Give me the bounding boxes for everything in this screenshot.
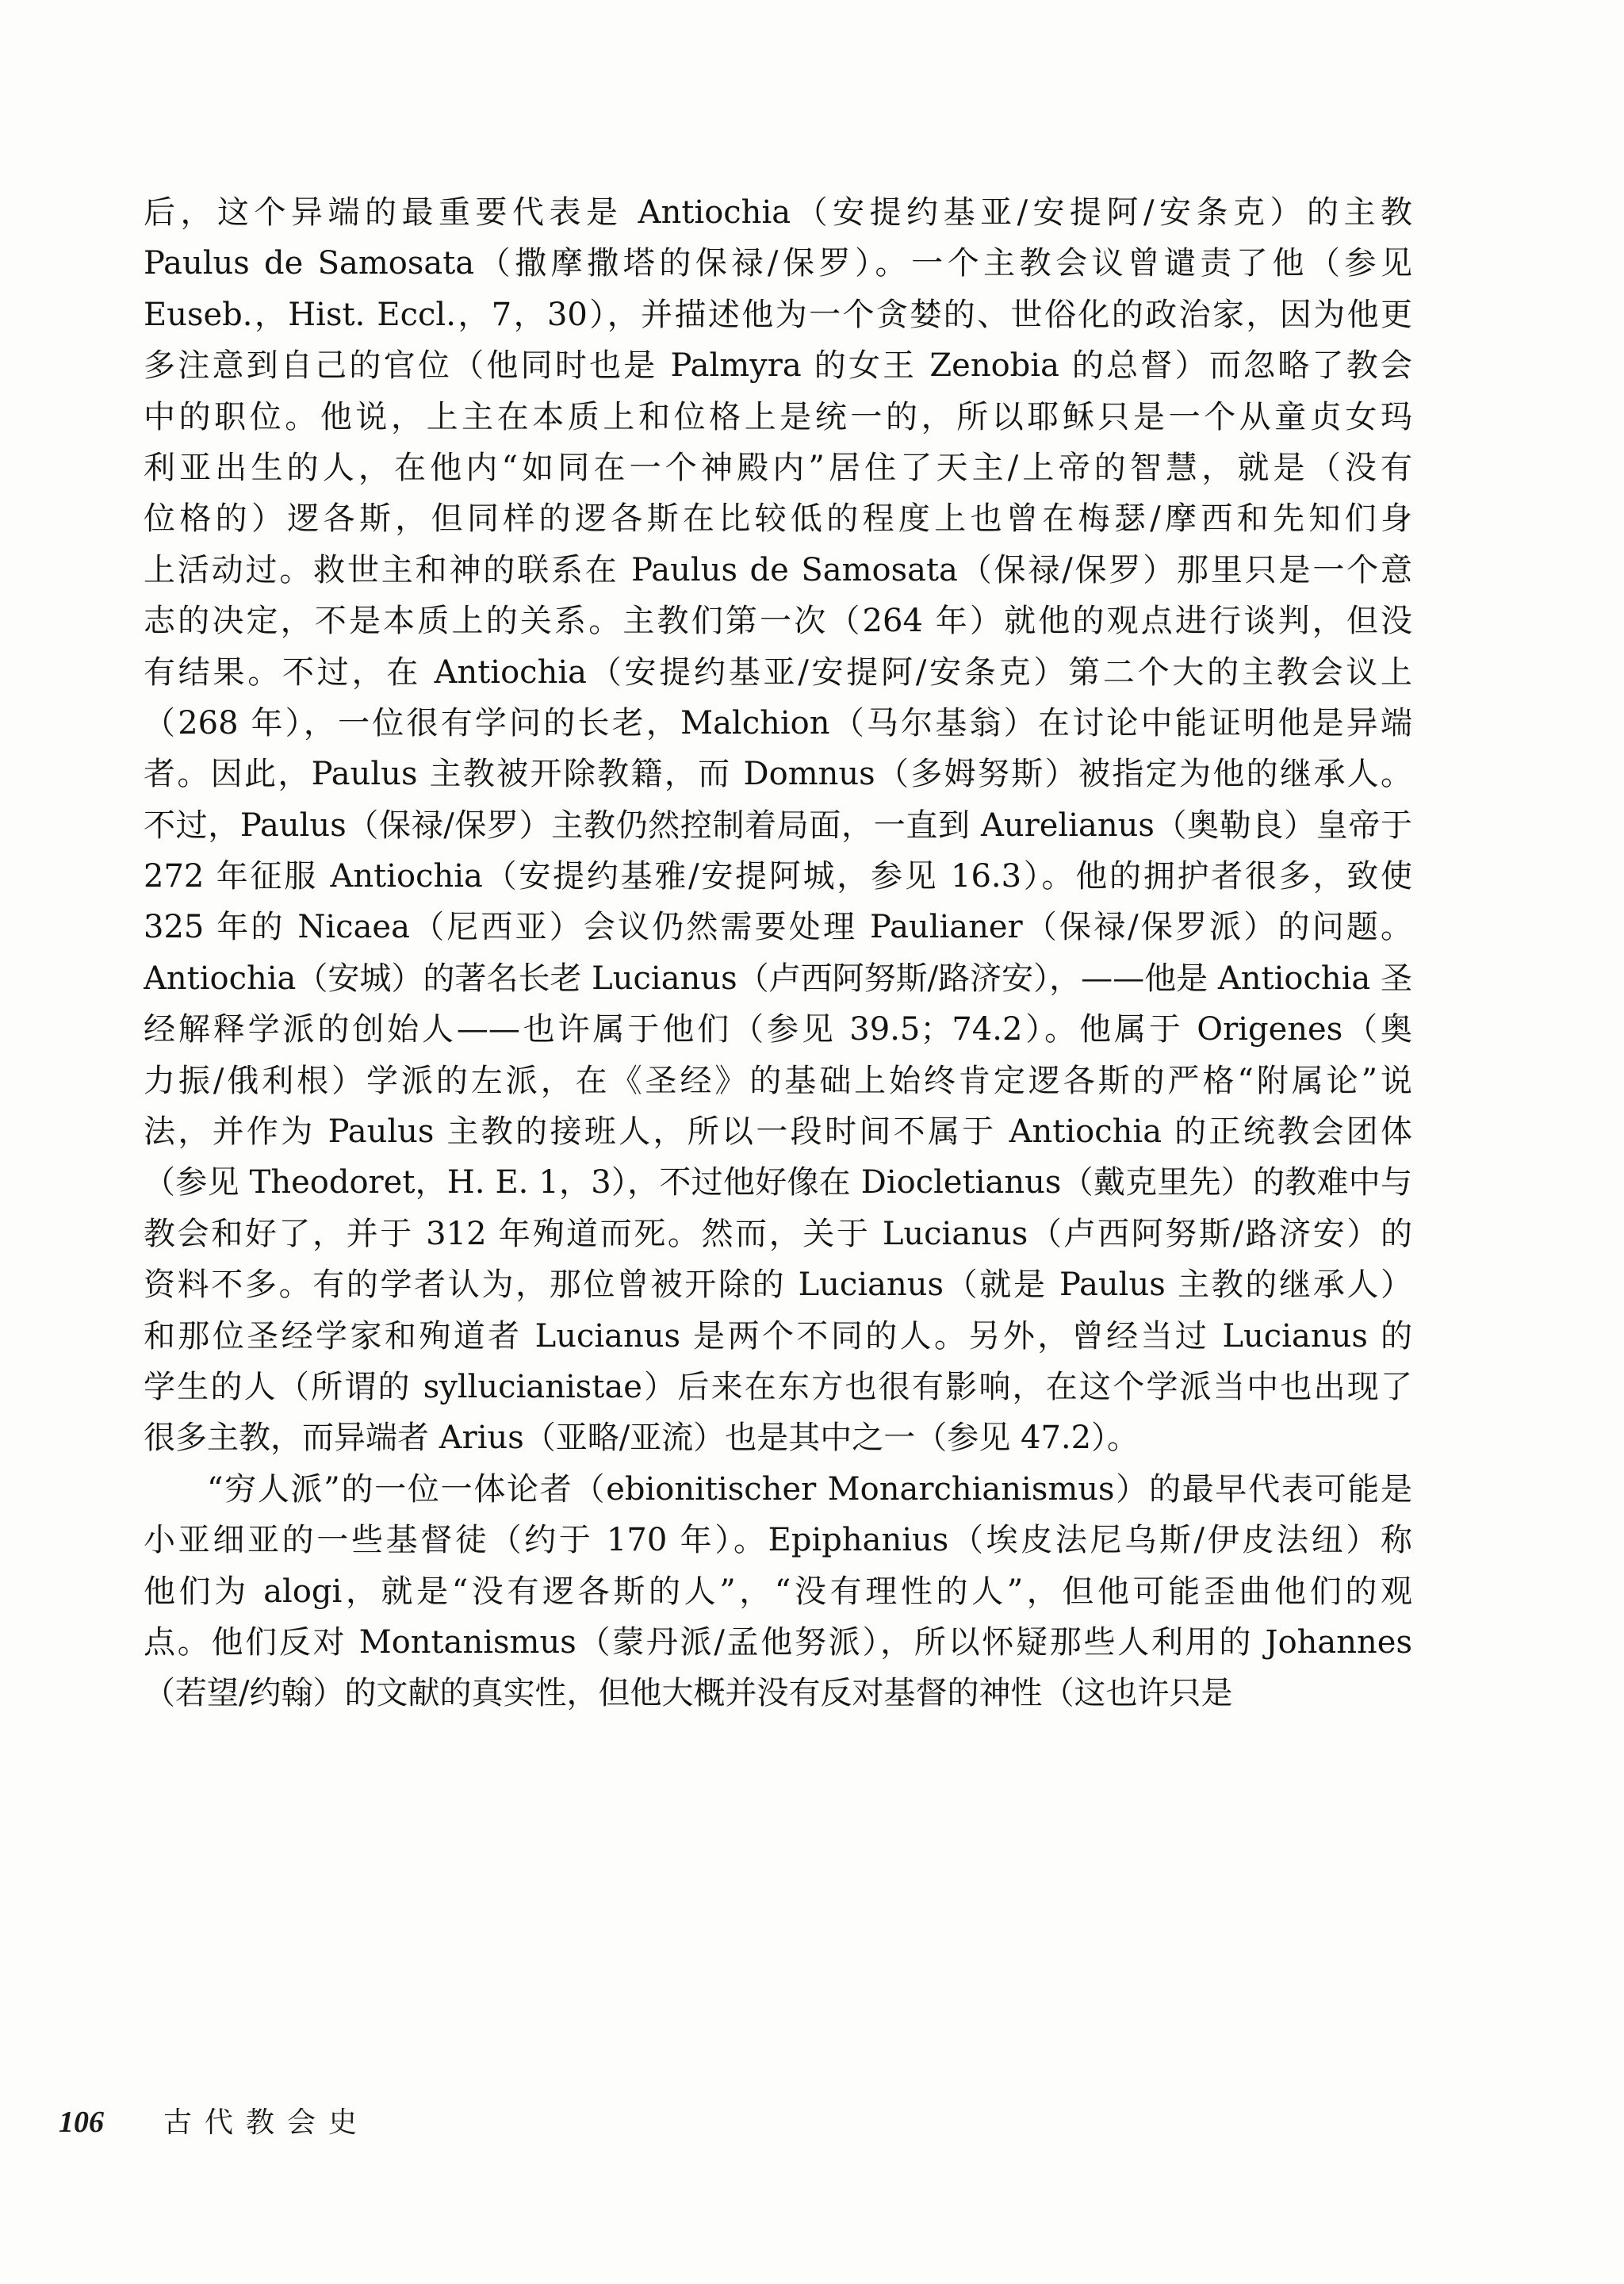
text-line: 点。他们反对 Montanismus（蒙丹派/孟他努派），所以怀疑那些人利用的 Johannes <box>144 1623 1412 1661</box>
body-text <box>144 187 1412 1719</box>
paragraph <box>144 187 1412 1464</box>
text-line: 他们为 alogi，就是“没有逻各斯的人”，“没有理性的人”，但他可能歪曲他们的观 <box>144 1573 1412 1610</box>
text-line: 272 年征服 Antiochia（安提约基雅/安提阿城，参见 16.3）。他的拥护者很多，致使 <box>144 858 1412 895</box>
text-line: 多注意到自己的官位（他同时也是 Palmyra 的女王 Zenobia 的总督）而忽略了教会 <box>144 347 1412 385</box>
page-footer <box>59 2098 370 2146</box>
text-line: 者。因此，Paulus 主教被开除教籍，而 Domnus（多姆努斯）被指定为他的继承人。 <box>144 756 1412 793</box>
text-line: 和那位圣经学家和殉道者 Lucianus 是两个不同的人。另外，曾经当过 Lucianus 的 <box>144 1317 1412 1355</box>
text-line: 中的职位。他说，上主在本质上和位格上是统一的，所以耶稣只是一个从童贞女玛 <box>144 398 1412 435</box>
text-line: 法，并作为 Paulus 主教的接班人，所以一段时间不属于 Antiochia 的正统教会团体 <box>144 1113 1412 1151</box>
text-line: 位格的）逻各斯，但同样的逻各斯在比较低的程度上也曾在梅瑟/摩西和先知们身 <box>144 500 1412 538</box>
text-line: 上活动过。救世主和神的联系在 Paulus de Samosata（保禄/保罗）那里只是一个意 <box>144 551 1412 588</box>
page-number: 106 <box>59 2106 104 2139</box>
text-line: 不过，Paulus（保禄/保罗）主教仍然控制着局面，一直到 Aurelianus（奥勒良）皇帝于 <box>144 807 1412 844</box>
text-line: （若望/约翰）的文献的真实性，但他大概并没有反对基督的神性（这也许只是 <box>144 1675 1233 1712</box>
running-title: 古代教会史 <box>163 2106 370 2139</box>
paragraph <box>144 1464 1412 1719</box>
text-line: 教会和好了，并于 312 年殉道而死。然而，关于 Lucianus（卢西阿努斯/路济安）的 <box>144 1215 1412 1252</box>
text-line: 325 年的 Nicaea（尼西亚）会议仍然需要处理 Paulianer（保禄/保罗派）的问题。 <box>144 909 1412 946</box>
text-line: “穷人派”的一位一体论者（ebionitischer Monarchianismus）的最早代表可能是 <box>207 1470 1412 1508</box>
text-line: Euseb.，Hist. Eccl.，7，30），并描述他为一个贪婪的、世俗化的政治家，因为他更 <box>144 296 1412 333</box>
text-line: 很多主教，而异端者 Arius（亚略/亚流）也是其中之一（参见 47.2）。 <box>144 1420 1139 1457</box>
text-line: 志的决定，不是本质上的关系。主教们第一次（264 年）就他的观点进行谈判，但没 <box>144 603 1412 640</box>
text-line: Paulus de Samosata（撒摩撒塔的保禄/保罗）。一个主教会议曾谴责了他（参见 <box>144 245 1412 282</box>
text-line: 经解释学派的创始人——也许属于他们（参见 39.5；74.2）。他属于 Origenes（奥 <box>144 1011 1412 1048</box>
text-line: 有结果。不过，在 Antiochia（安提约基亚/安提阿/安条克）第二个大的主教会议上 <box>144 653 1412 691</box>
text-line: （268 年），一位很有学问的长老，Malchion（马尔基翁）在讨论中能证明他是异端 <box>144 704 1412 742</box>
text-line: 小亚细亚的一些基督徒（约于 170 年）。Epiphanius（埃皮法尼乌斯/伊皮法纽）称 <box>144 1522 1412 1559</box>
text-line: Antiochia（安城）的著名长老 Lucianus（卢西阿努斯/路济安），——他是 Antiochia 圣 <box>144 960 1412 997</box>
text-line: 学生的人（所谓的 syllucianistae）后来在东方也很有影响，在这个学派当中也出现了 <box>144 1368 1412 1405</box>
text-line: 资料不多。有的学者认为，那位曾被开除的 Lucianus（就是 Paulus 主教的继承人） <box>144 1267 1412 1304</box>
text-line: 利亚出生的人，在他内“如同在一个神殿内”居住了天主/上帝的智慧，就是（没有 <box>144 449 1412 486</box>
text-line: 力振/俄利根）学派的左派，在《圣经》的基础上始终肯定逻各斯的严格“附属论”说 <box>144 1062 1412 1099</box>
text-line: （参见 Theodoret，H. E. 1，3），不过他好像在 Diocletianus（戴克里先）的教难中与 <box>144 1164 1412 1201</box>
text-line: 后，这个异端的最重要代表是 Antiochia（安提约基亚/安提阿/安条克）的主教 <box>144 194 1412 231</box>
